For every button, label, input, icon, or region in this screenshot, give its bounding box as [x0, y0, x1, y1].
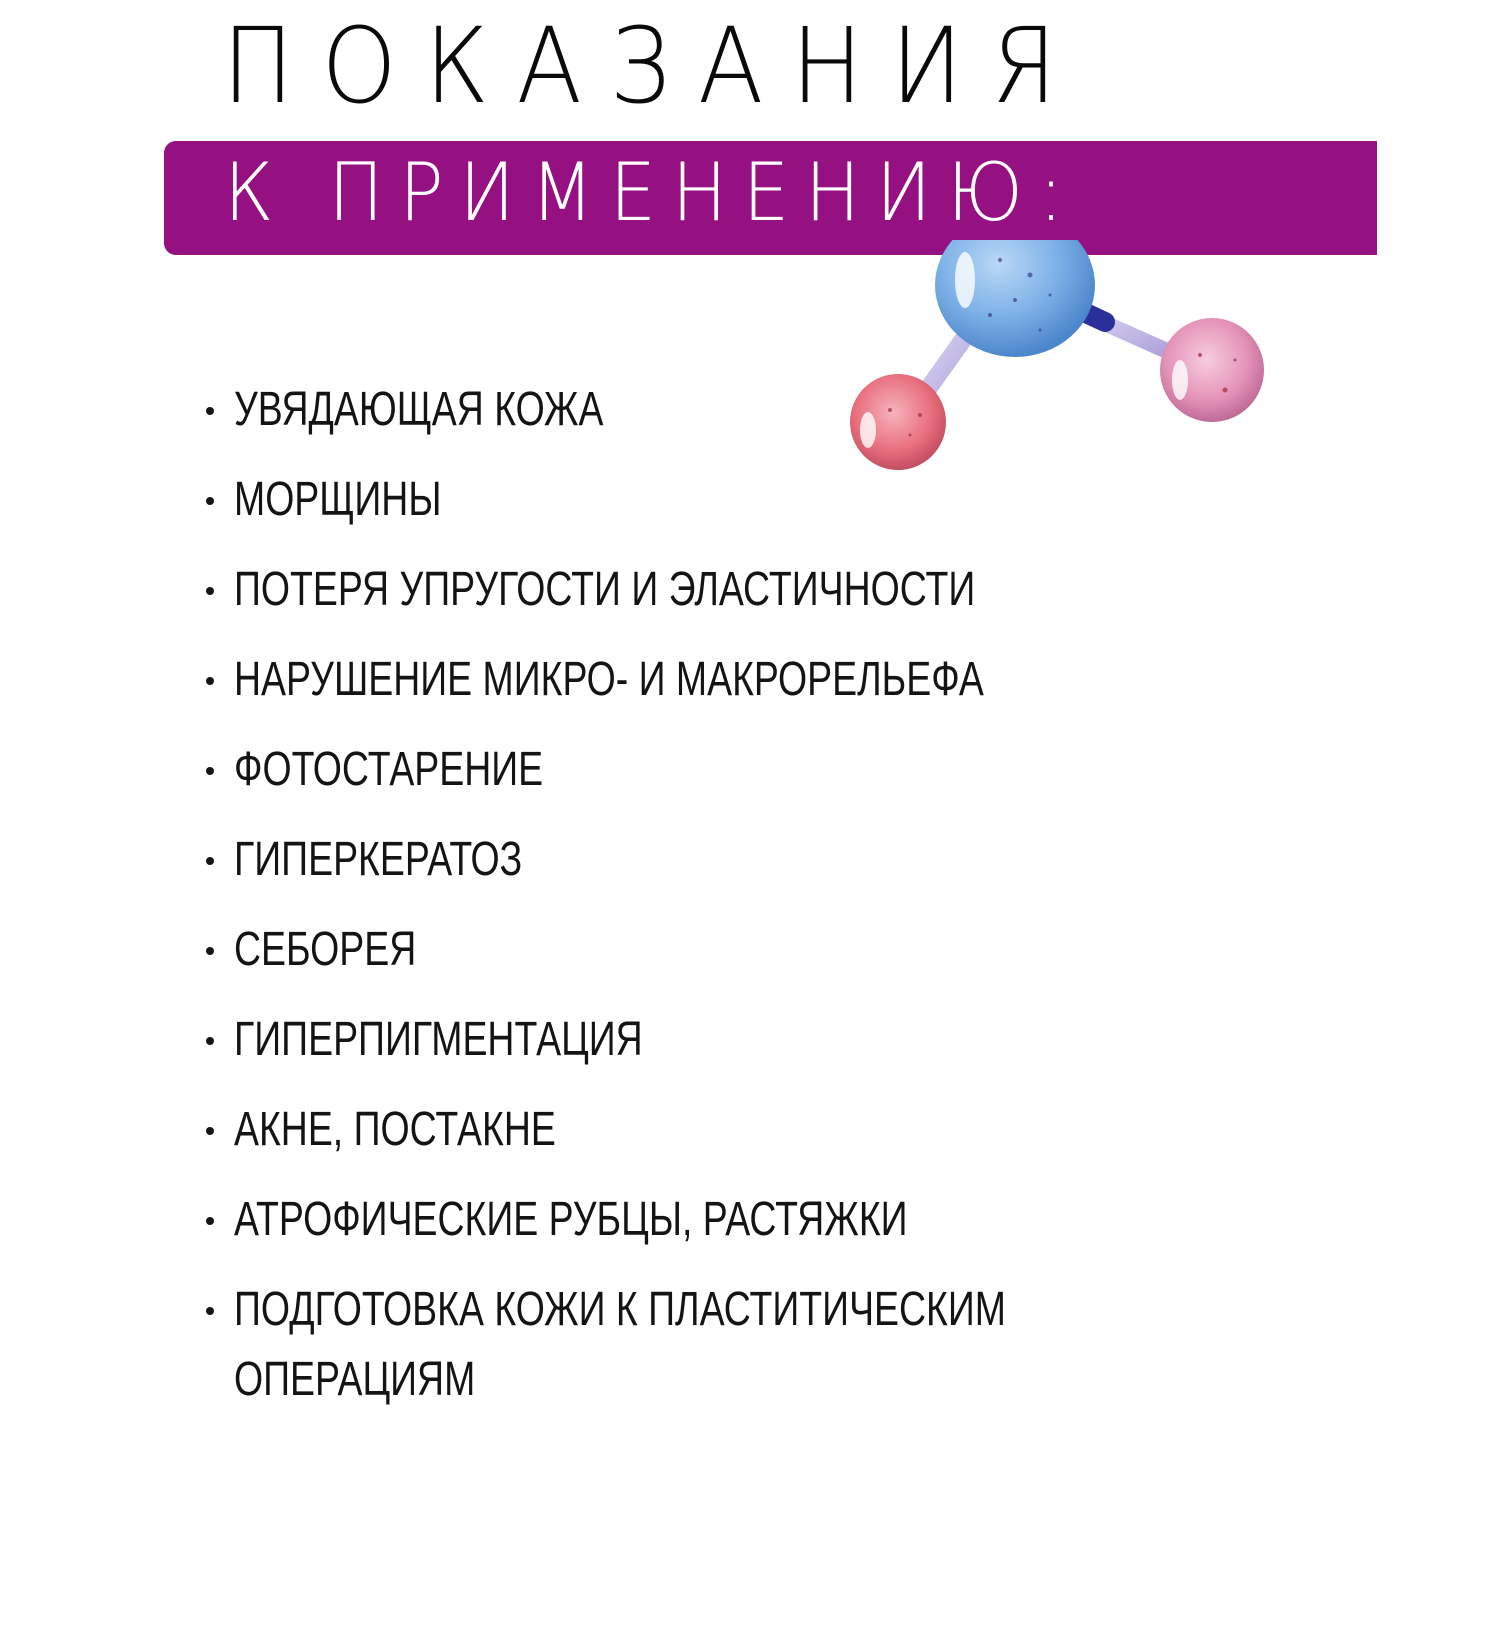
bullet-icon [206, 677, 214, 685]
bullet-icon [206, 947, 214, 955]
bullet-icon [206, 767, 214, 775]
subtitle-text: К ПРИМЕНЕНИЮ: [224, 146, 1080, 239]
bullet-icon [206, 407, 214, 415]
bullet-icon [206, 497, 214, 505]
molecule-icon [820, 240, 1310, 490]
bullet-icon [206, 857, 214, 865]
bullet-icon [206, 1127, 214, 1135]
bullet-icon [206, 1217, 214, 1225]
bullet-icon [206, 1037, 214, 1045]
bullet-icon [206, 1307, 214, 1315]
page-title: ПОКАЗАНИЯ [222, 5, 1085, 127]
subtitle-banner [164, 141, 1377, 255]
bullet-icon [206, 587, 214, 595]
